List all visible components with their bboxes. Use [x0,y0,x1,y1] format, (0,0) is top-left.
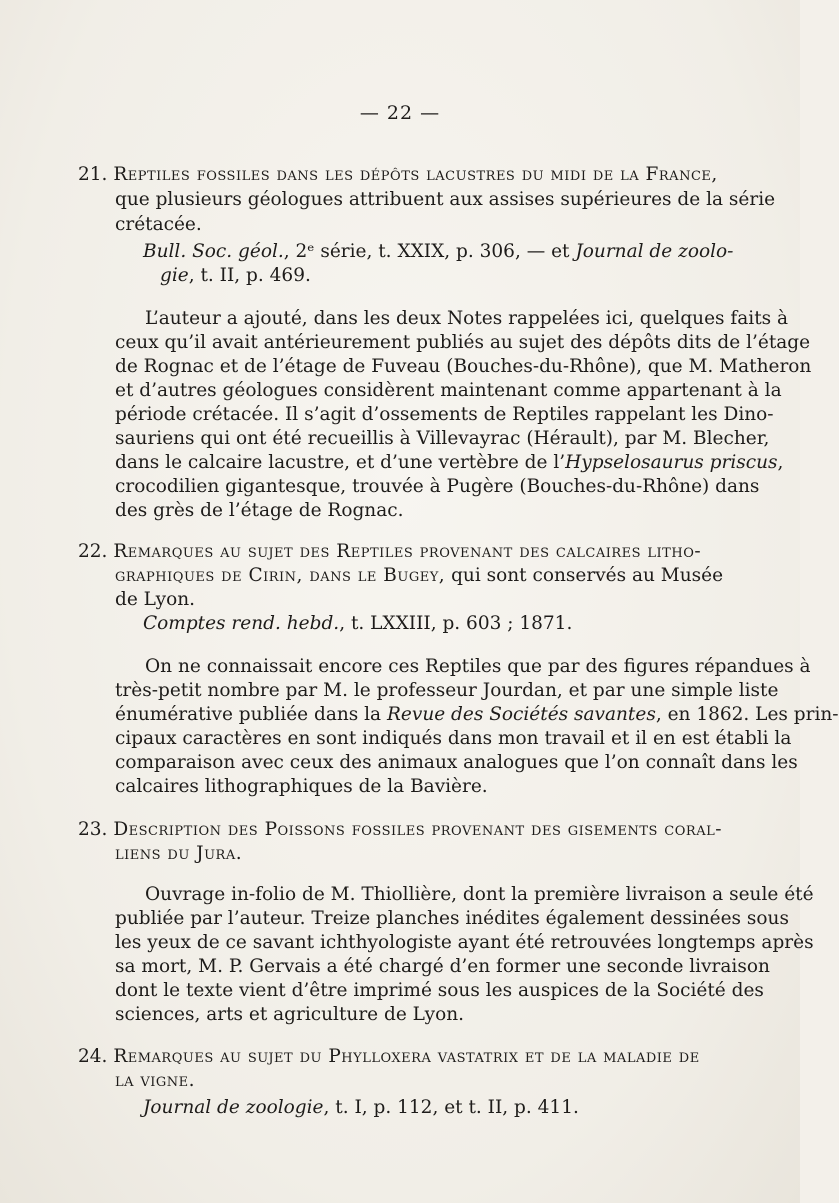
paragraph-line: de Rognac et de l’étage de Fuveau (Bouches-du-Rhône), que M. Matheron [115,356,812,377]
citation-journal: gie [160,265,189,286]
entry-title: graphiques de Cirin, dans le Bugey, [115,565,446,586]
paragraph-line: et d’autres géologues considèrent maintenant comme appartenant à la [115,380,782,401]
citation-line [143,1096,579,1120]
entry-title-line: crétacée. [115,214,202,235]
entry-title-line: liens du Jura. [115,843,243,864]
page-number: — 22 — [359,102,441,124]
entry-title: Remarques au sujet du Phylloxera vastatrix et de la maladie de [113,1046,700,1067]
entry-title-line [78,163,718,187]
entry-number: 24. [78,1046,108,1067]
paragraph-line: ceux qu’il avait antérieurement publiés au sujet des dépôts dits de l’étage [115,332,811,353]
citation-detail: , 2ᵉ série, t. XXIX, p. 306, — et [283,241,570,262]
paragraph-line: calcaires lithographiques de la Bavière. [115,776,488,797]
entry-number: 21. [78,164,108,185]
entry-title-line [78,1045,700,1069]
species-name: Hypselosaurus priscus [565,452,778,473]
paragraph-text: dans le calcaire lacustre, et d’une vertèbre de l’ [115,452,566,473]
paragraph-line: publiée par l’auteur. Treize planches inédites également dessinées sous [115,908,789,929]
paragraph-line: sa mort, M. P. Gervais a été chargé d’en former une seconde livraison [115,956,770,977]
entry-title: Reptiles fossiles dans les dépôts lacustres du midi de la France, [113,164,718,185]
paragraph-line [115,703,839,727]
paragraph-line: sauriens qui ont été recueillis à Villevayrac (Hérault), par M. Blecher, [115,428,770,449]
paragraph-line: comparaison avec ceux des animaux analogues que l’on connaît dans les [115,752,798,773]
citation-detail: , t. LXXIII, p. 603 ; 1871. [339,613,573,634]
citation-journal: Bull. Soc. géol. [143,241,284,262]
paragraph-line: cipaux caractères en sont indiqués dans mon travail et il en est établi la [115,728,792,749]
paragraph-line: période crétacée. Il s’agit d’ossements de Reptiles rappelant les Dino- [115,404,774,425]
entry-number: 22. [78,541,108,562]
paragraph-line: dont le texte vient d’être imprimé sous les auspices de la Société des [115,980,764,1001]
entry-title-line: la vigne. [115,1070,196,1091]
paragraph-line: des grès de l’étage de Rognac. [115,500,404,521]
entry-title-line: que plusieurs géologues attribuent aux assises supérieures de la série [115,189,776,210]
citation-line [143,240,733,264]
paragraph-text: énumérative publiée dans la [115,704,382,725]
citation-line [160,264,311,288]
citation-detail: , t. I, p. 112, et t. II, p. 411. [323,1097,579,1118]
citation-journal: Comptes rend. hebd. [143,613,340,634]
paragraph-line: les yeux de ce savant ichthyologiste ayant été retrouvées longtemps après [115,932,814,953]
citation-journal: Journal de zoologie [143,1097,324,1118]
citation-journal: Journal de zoolo- [575,241,734,262]
paragraph-line: crocodilien gigantesque, trouvée à Pugère (Bouches-du-Rhône) dans [115,476,760,497]
entry-number: 23. [78,819,108,840]
citation-line [143,612,572,636]
entry-title: Description des Poissons fossiles provenant des gisements coral- [113,819,722,840]
paragraph-line: très-petit nombre par M. le professeur Jourdan, et par une simple liste [115,680,779,701]
entry-title-line [78,818,722,842]
paragraph-line: Ouvrage in-folio de M. Thiollière, dont la première livraison a seule été [145,884,814,905]
entry-title-line [78,540,701,564]
journal-name: Revue des Sociétés savantes [386,704,656,725]
paragraph-line: On ne connaissait encore ces Reptiles que par des figures répandues à [145,656,811,677]
paragraph-line: L’auteur a ajouté, dans les deux Notes rappelées ici, quelques faits à [145,308,789,329]
entry-title-line: de Lyon. [115,589,196,610]
citation-detail: , t. II, p. 469. [188,265,311,286]
paragraph-line: sciences, arts et agriculture de Lyon. [115,1004,465,1025]
entry-title-line [115,564,723,588]
paragraph-text: , en 1862. Les prin- [655,704,839,725]
paragraph-line [115,451,783,475]
entry-title: qui sont conservés au Musée [451,565,724,586]
paragraph-text: , [777,452,784,473]
entry-title: Remarques au sujet des Reptiles provenant des calcaires litho- [113,541,702,562]
